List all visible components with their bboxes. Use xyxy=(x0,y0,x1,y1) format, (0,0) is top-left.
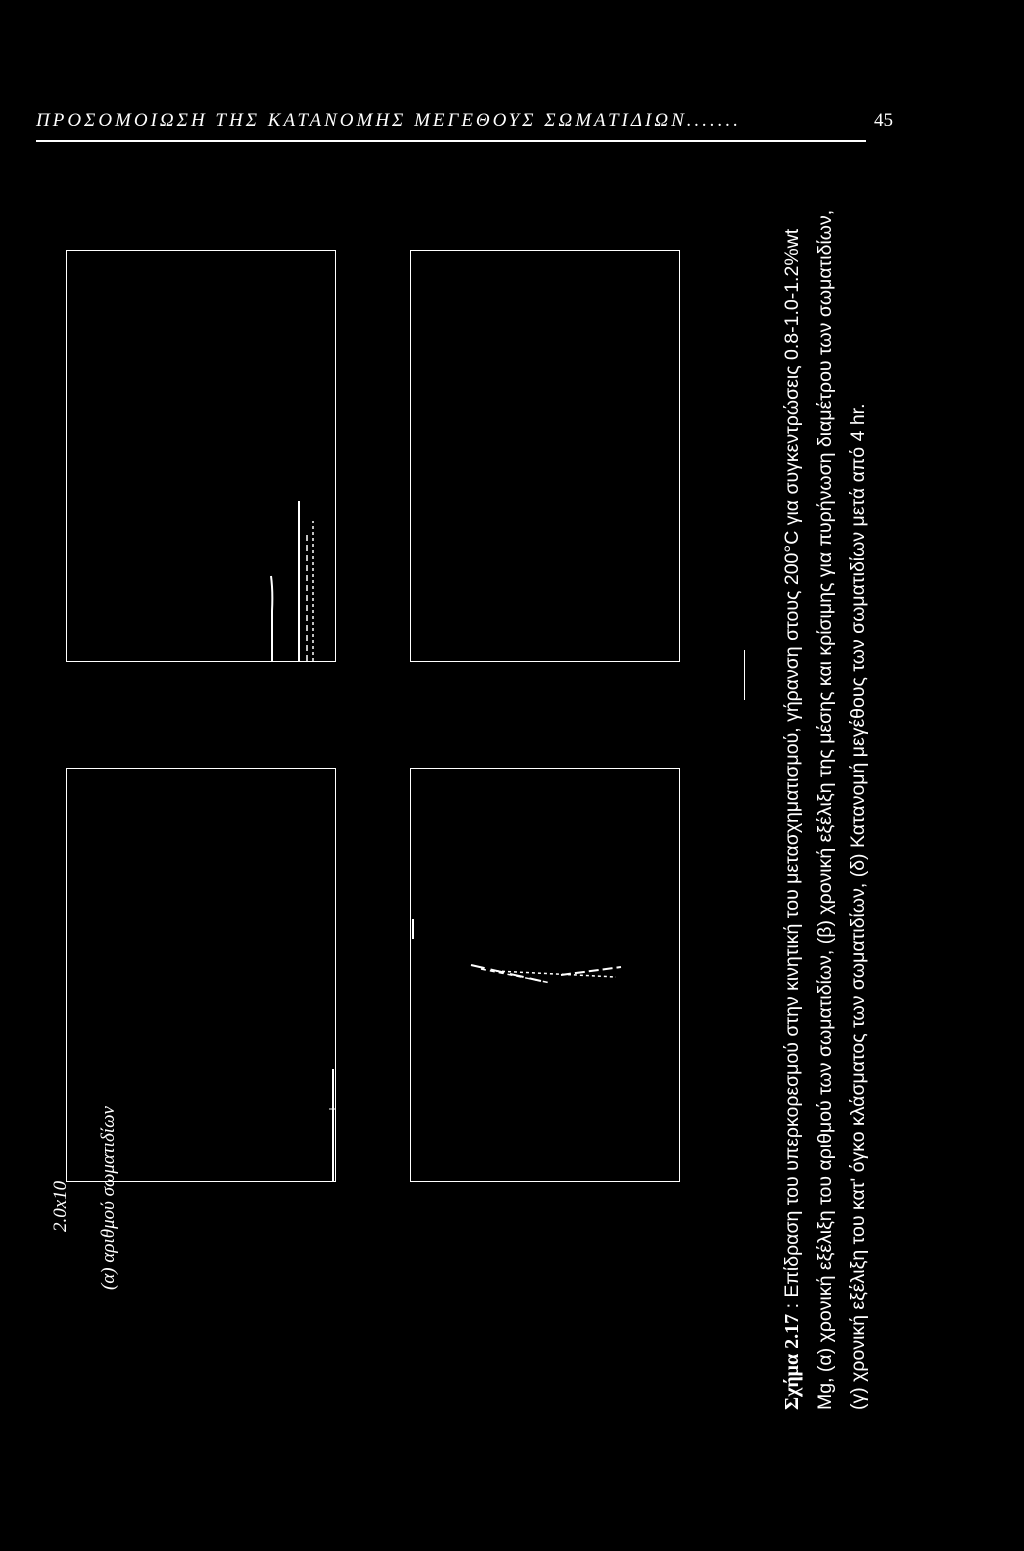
axis-tick-label: 2.0x10 xyxy=(50,1180,71,1232)
plot-d-canvas xyxy=(411,251,679,661)
plot-c-curve-4 xyxy=(561,967,621,975)
plot-panel-c xyxy=(410,768,680,1182)
plot-c-curve-1 xyxy=(471,965,541,981)
plot-panel-b xyxy=(66,250,336,662)
page-number: 45 xyxy=(874,110,893,131)
running-title: ΠΡΟΣΟΜΟΙΩΣΗ ΤΗΣ ΚΑΤΑΝΟΜΗΣ ΜΕΓΕΘΟΥΣ ΣΩΜΑΤΙΔΙΩΝ....... xyxy=(36,110,741,131)
stray-rule xyxy=(744,650,745,700)
caption-line-2: Mg, (α) χρονική εξέλιξη του αριθμού των σωματιδίων, (β) χρονική εξέλιξη της μέσης και κρίσιμης για πυρήνωση διαμέτρου των σωματιδίων, xyxy=(814,209,836,1410)
caption-text-1: : Επίδραση του υπερκορεσμού στην κινητική του μετασχηματισμού, γήρανση στους 200°C για συγκεντρώσεις 0.8-1.0-1.2%wt xyxy=(781,228,803,1314)
plot-b-curve-mean xyxy=(271,576,272,661)
caption-line-3: (γ) χρονική εξέλιξη του κατ' όγκο κλάσματος των σωματιδίων, (δ) Κατανομή μεγέθους των σωματιδίων μετά από 4 hr. xyxy=(847,403,869,1410)
figure-label: Σχήμα 2.17 xyxy=(781,1313,803,1410)
plot-c-canvas xyxy=(411,769,679,1181)
caption-line-1 xyxy=(780,229,804,1410)
plot-panel-d xyxy=(410,250,680,662)
axis-title: (α) αριθμού σωματιδίων xyxy=(98,1106,119,1290)
plot-b-canvas xyxy=(67,251,335,661)
header-rule xyxy=(36,140,866,142)
